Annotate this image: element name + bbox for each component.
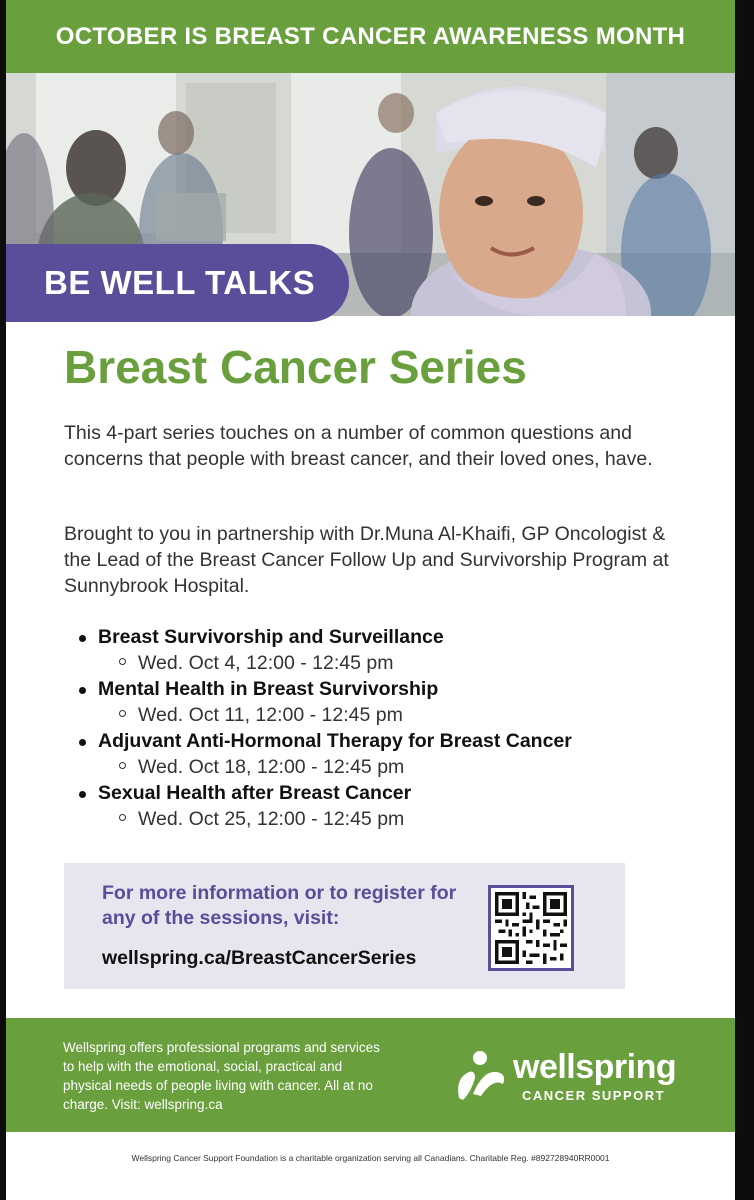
intro-text: This 4-part series touches on a number of common questions and concerns that people with breast cancer, and their loved ones, have. [64,422,653,470]
poster [6,0,735,1200]
session-date: Wed. Oct 25, 12:00 - 12:45 pm [138,808,405,830]
partnership-text: Brought to you in partnership with Dr.Muna Al-Khaifi, GP Oncologist & the Lead of the Breast Cancer Follow Up and Survivorship Program at Sunnybrook Hospital. [64,523,669,597]
session-date: Wed. Oct 18, 12:00 - 12:45 pm [138,756,405,778]
session-title: Sexual Health after Breast Cancer [98,782,412,804]
registration-info-box [64,863,625,989]
session-date: Wed. Oct 4, 12:00 - 12:45 pm [138,652,394,674]
wellspring-logo [453,1048,693,1108]
logo-subtitle: CANCER SUPPORT [522,1088,666,1103]
page-title: Breast Cancer Series [64,341,527,393]
bullet-icon [79,687,86,694]
be-well-talks-pill [6,244,349,322]
registration-heading: For more information or to register for any of the sessions, visit: [102,882,457,929]
circle-bullet-icon [119,814,126,821]
session-title: Mental Health in Breast Survivorship [98,678,439,700]
session-list [76,626,696,834]
session-item [76,730,696,782]
circle-bullet-icon [119,710,126,717]
qr-code-icon[interactable] [488,885,574,971]
charity-registration-note: Wellspring Cancer Support Foundation is a charitable organization serving all Canadians. Charitable Reg. #892728940RR0001 [131,1153,610,1163]
registration-link[interactable]: wellspring.ca/BreastCancerSeries [102,947,417,969]
qr-code-graphic [495,892,567,964]
session-title: Breast Survivorship and Surveillance [98,626,444,648]
be-well-talks-label: BE WELL TALKS [44,264,316,301]
wellspring-logo-icon [453,1048,511,1106]
circle-bullet-icon [119,762,126,769]
session-title: Adjuvant Anti-Hormonal Therapy for Breast Cancer [98,730,572,752]
partnership-paragraph [64,521,684,599]
bullet-icon [79,739,86,746]
session-item [76,626,696,678]
logo-wordmark: wellspring [513,1048,677,1086]
awareness-banner [6,0,735,73]
circle-bullet-icon [119,658,126,665]
bullet-icon [79,635,86,642]
footer-band [6,1018,735,1132]
session-date: Wed. Oct 11, 12:00 - 12:45 pm [138,704,403,726]
session-item [76,782,696,834]
intro-paragraph [64,420,684,472]
footer-description: Wellspring offers professional programs and services to help with the emotional, social, practical and physical needs of people living with cancer. All at no charge. Visit: wellspring.ca [63,1040,380,1112]
awareness-banner-text: OCTOBER IS BREAST CANCER AWARENESS MONTH [55,22,686,50]
bullet-icon [79,791,86,798]
session-item [76,678,696,730]
